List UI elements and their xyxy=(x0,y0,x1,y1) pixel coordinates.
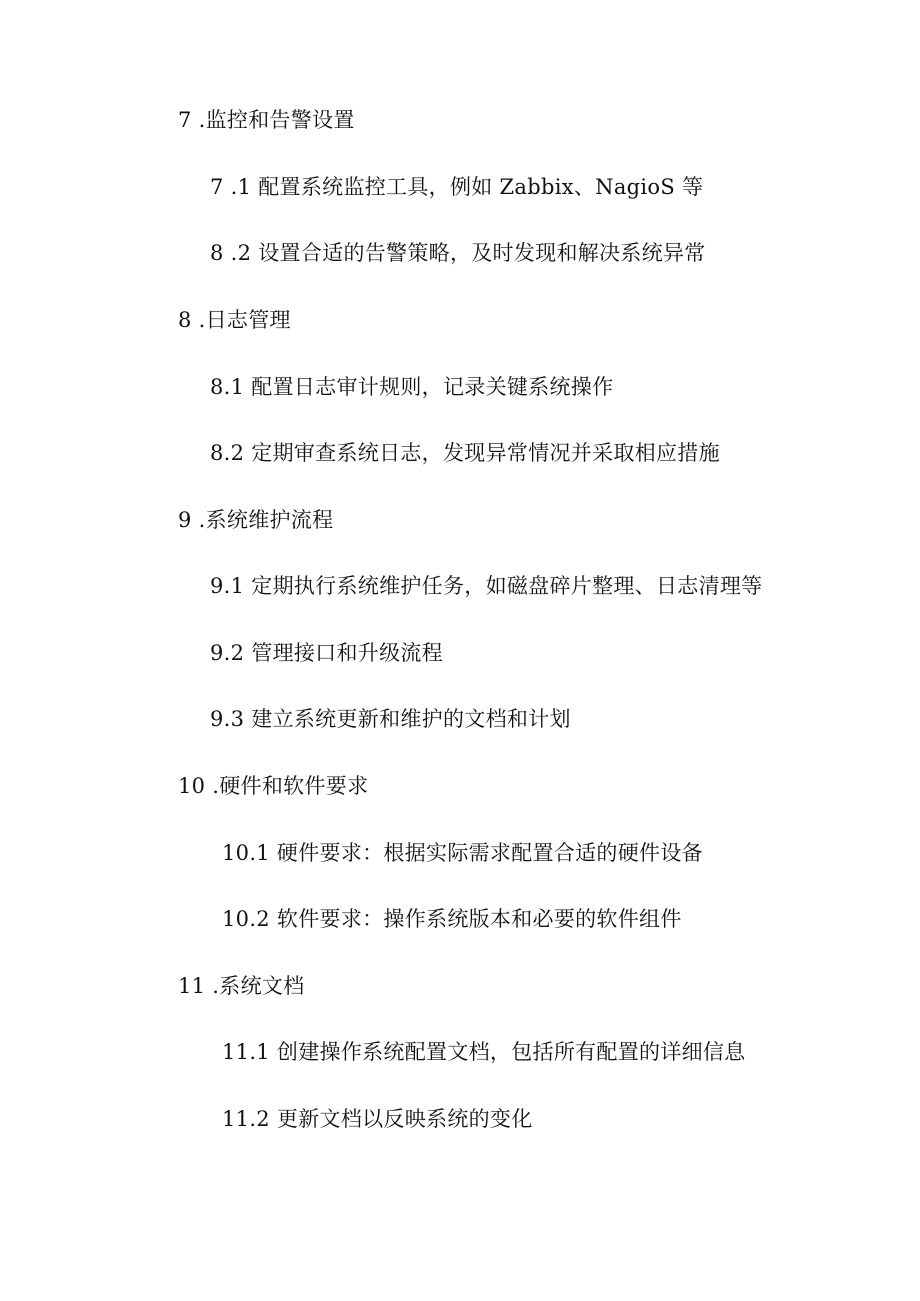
section-heading-11: 11 .系统文档 xyxy=(178,974,305,998)
list-item-10-2: 10.2 软件要求：操作系统版本和必要的软件组件 xyxy=(222,907,682,931)
section-heading-8: 8 .日志管理 xyxy=(178,308,291,332)
list-item-8-2b: 8.2 定期审查系统日志，发现异常情况并采取相应措施 xyxy=(210,441,720,465)
list-item-10-1: 10.1 硬件要求：根据实际需求配置合适的硬件设备 xyxy=(222,841,703,865)
list-item-11-2: 11.2 更新文档以反映系统的变化 xyxy=(222,1107,533,1131)
section-heading-9: 9 .系统维护流程 xyxy=(178,508,334,532)
list-item-7-1: 7 .1 配置系统监控工具，例如 Zabbix、NagioS 等 xyxy=(210,175,704,199)
list-item-8-2: 8 .2 设置合适的告警策略，及时发现和解决系统异常 xyxy=(210,241,706,265)
list-item-9-3: 9.3 建立系统更新和维护的文档和计划 xyxy=(210,707,571,731)
list-item-9-2: 9.2 管理接口和升级流程 xyxy=(210,641,443,665)
list-item-8-1: 8.1 配置日志审计规则，记录关键系统操作 xyxy=(210,375,614,399)
section-heading-10: 10 .硬件和软件要求 xyxy=(178,774,369,798)
section-heading-7: 7 .监控和告警设置 xyxy=(178,108,355,132)
list-item-9-1: 9.1 定期执行系统维护任务，如磁盘碎片整理、日志清理等 xyxy=(210,574,763,598)
list-item-11-1: 11.1 创建操作系统配置文档，包括所有配置的详细信息 xyxy=(222,1040,746,1064)
